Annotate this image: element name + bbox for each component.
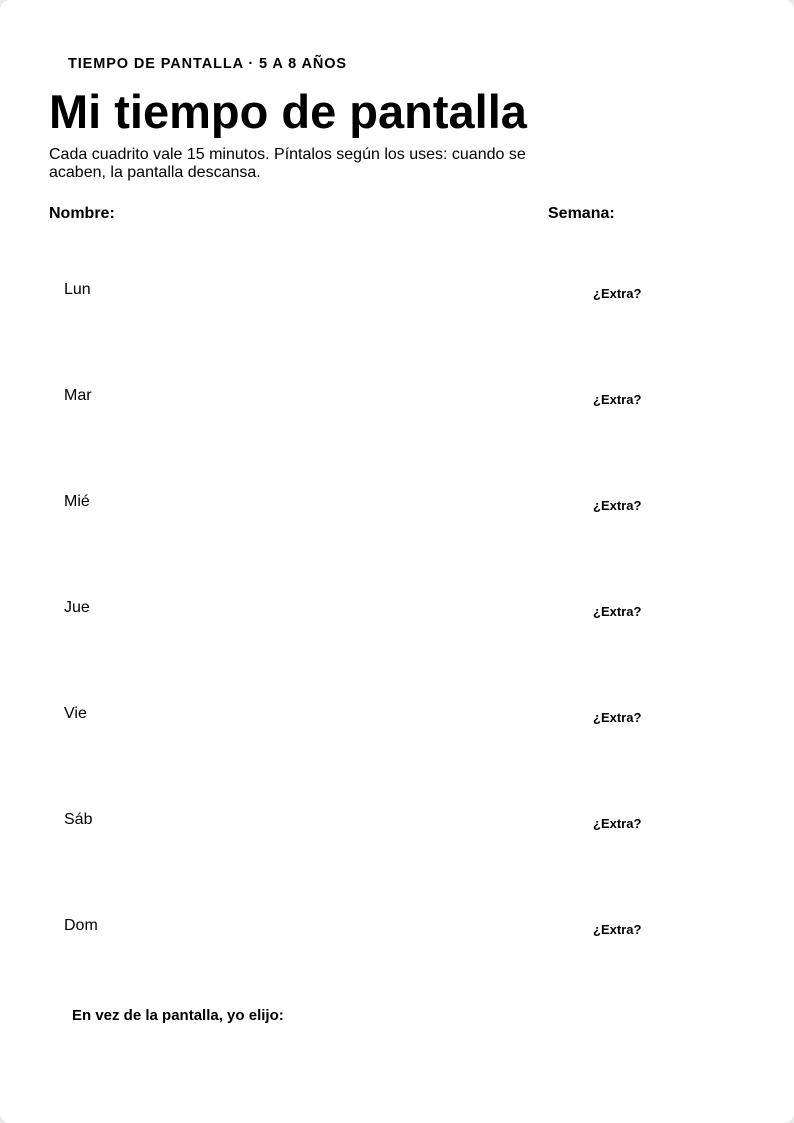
page-kicker: TIEMPO DE PANTALLA · 5 A 8 AÑOS <box>68 56 347 72</box>
day-row-lun <box>0 281 794 387</box>
page-instructions: Cada cuadrito vale 15 minutos. Píntalos según los uses: cuando se acaben, la pantalla descansa. <box>49 146 526 181</box>
day-row-mie <box>0 493 794 599</box>
day-label: Lun <box>64 281 91 298</box>
extra-label: ¿Extra? <box>593 816 642 831</box>
day-label: Sáb <box>64 811 93 828</box>
day-row-jue <box>0 599 794 705</box>
name-field-label: Nombre: <box>49 205 115 222</box>
day-row-sab <box>0 811 794 917</box>
alternative-activity-label: En vez de la pantalla, yo elijo: <box>72 1007 284 1024</box>
day-label: Jue <box>64 599 90 616</box>
extra-label: ¿Extra? <box>593 710 642 725</box>
extra-label: ¿Extra? <box>593 286 642 301</box>
day-label: Vie <box>64 705 87 722</box>
day-label: Dom <box>64 917 98 934</box>
page-title: Mi tiempo de pantalla <box>49 85 527 138</box>
day-label: Mié <box>64 493 90 510</box>
day-row-mar <box>0 387 794 493</box>
extra-label: ¿Extra? <box>593 922 642 937</box>
day-label: Mar <box>64 387 92 404</box>
day-row-vie <box>0 705 794 811</box>
extra-label: ¿Extra? <box>593 604 642 619</box>
extra-label: ¿Extra? <box>593 392 642 407</box>
week-field-label: Semana: <box>548 205 615 222</box>
extra-label: ¿Extra? <box>593 498 642 513</box>
